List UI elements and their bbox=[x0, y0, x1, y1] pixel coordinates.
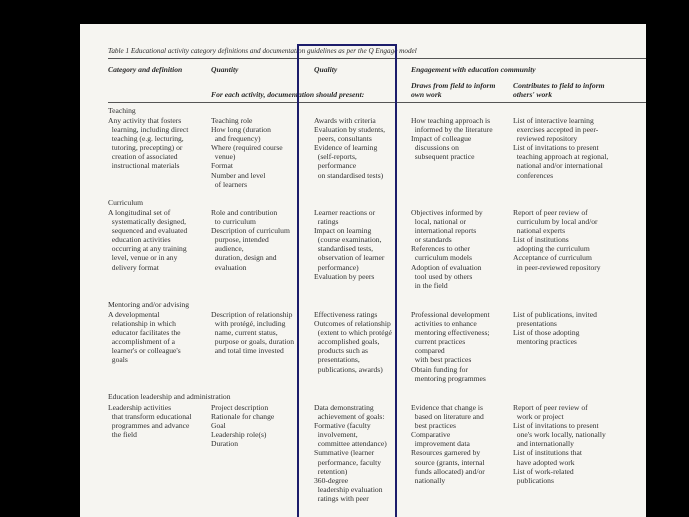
mentoring-quality: Effectiveness ratings Outcomes of relationship (extent to which protégé accomplished goals, products such as presentations, publications, awards) bbox=[314, 310, 392, 374]
section-title-leadership: Education leadership and administration bbox=[108, 392, 231, 401]
curriculum-draws: Objectives informed by local, national or international reports or standards References to other curriculum models Adoption of evaluation tool used by others in the field bbox=[411, 208, 483, 290]
mentoring-definition: A developmental relationship in which educator facilitates the accomplishment of a learner's or colleague's goals bbox=[108, 310, 181, 365]
quality-column-highlight bbox=[297, 44, 397, 517]
section-title-curriculum: Curriculum bbox=[108, 198, 144, 207]
mentoring-contributes: List of publications, invited presentations List of those adopting mentoring practices bbox=[513, 310, 597, 347]
curriculum-quantity: Role and contribution to curriculum Description of curriculum purpose, intended audience, duration, design and evaluation bbox=[211, 208, 290, 272]
teaching-draws: How teaching approach is informed by the literature Impact of colleague discussions on subsequent practice bbox=[411, 116, 493, 162]
leadership-quality: Data demonstrating achievement of goals: Formative (faculty involvement, committee attendance) Summative (learner performance, faculty retention) 360-degree leadership evaluation ratings with peer bbox=[314, 403, 387, 503]
section-title-teaching: Teaching bbox=[108, 106, 136, 115]
header-draws: Draws from field to inform own work bbox=[411, 81, 496, 99]
teaching-definition: Any activity that fosters learning, including direct teaching (e.g. lecturing, tutoring, precepting) or creation of associated instructional materials bbox=[108, 116, 189, 171]
header-quantity: Quantity bbox=[211, 65, 239, 74]
header-shared: For each activity, documentation should present: bbox=[211, 90, 365, 99]
leadership-draws: Evidence that change is based on literature and best practices Comparative improvement data Resources garnered by source (grants, internal funds allocated) and/or nationally bbox=[411, 403, 485, 485]
teaching-contributes: List of interactive learning exercises accepted in peer- reviewed repository List of invitations to present teaching approach at regional, national and/or international conferences bbox=[513, 116, 609, 180]
curriculum-contributes: Report of peer review of curriculum by local and/or national experts List of institutions adopting the curriculum Acceptance of curriculum in peer-reviewed repository bbox=[513, 208, 601, 272]
leadership-quantity: Project description Rationale for change Goal Leadership role(s) Duration bbox=[211, 403, 275, 449]
header-category: Category and definition bbox=[108, 65, 183, 74]
header-quality: Quality bbox=[314, 65, 338, 74]
teaching-quantity: Teaching role How long (duration and frequency) Where (required course venue) Format Number and level of learners bbox=[211, 116, 283, 189]
curriculum-definition: A longitudinal set of systematically designed, sequenced and evaluated education activities occurring at any training level, venue or in any delivery format bbox=[108, 208, 188, 272]
mentoring-draws: Professional development activities to enhance mentoring effectiveness; current practices compared with best practices Obtain funding for mentoring programmes bbox=[411, 310, 490, 383]
mentoring-quantity: Description of relationship with protégé, including name, current status, purpose or goals, duration and total time invested bbox=[211, 310, 295, 356]
header-contributes: Contributes to field to inform others' work bbox=[513, 81, 605, 99]
section-title-mentoring: Mentoring and/or advising bbox=[108, 300, 189, 309]
header-engagement: Engagement with education community bbox=[411, 65, 536, 74]
document-page bbox=[80, 24, 646, 517]
teaching-quality: Awards with criteria Evaluation by students, peers, consultants Evidence of learning (self-reports, performance on standardised tests) bbox=[314, 116, 386, 180]
table-caption: Table 1 Educational activity category definitions and documentation guidelines as per the Q Engage model bbox=[108, 47, 417, 55]
leadership-definition: Leadership activities that transform educational programmes and advance the field bbox=[108, 403, 192, 440]
leadership-contributes: Report of peer review of work or project List of invitations to present one's work locally, nationally and internationally List of institutions that have adopted work List of work-related publications bbox=[513, 403, 606, 485]
curriculum-quality: Learner reactions or ratings Impact on learning (course examination, standardised tests, observation of learner performance) Evaluation by peers bbox=[314, 208, 385, 281]
